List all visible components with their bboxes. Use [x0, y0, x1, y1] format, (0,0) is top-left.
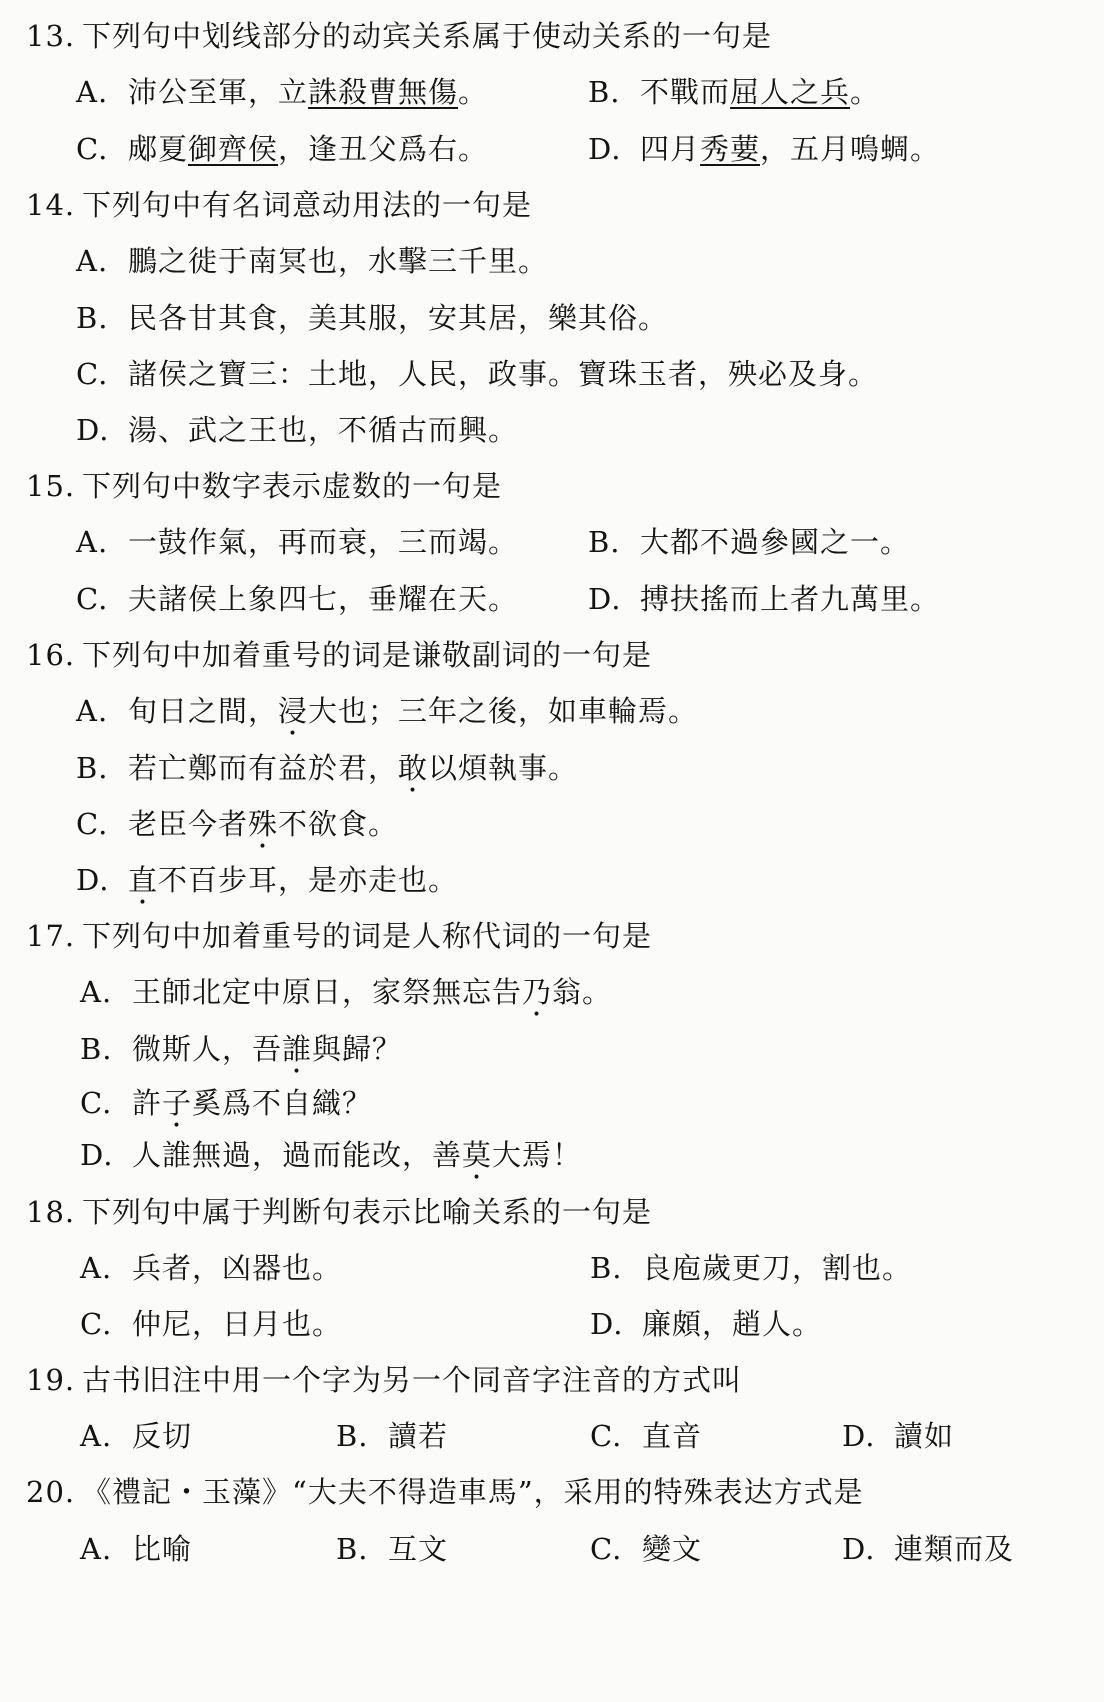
option-text: 若亡鄭而有益於君， [128, 751, 399, 785]
question-number: 18. [26, 1195, 76, 1229]
option-text: 老臣今者 [128, 807, 249, 841]
option-text: 良庖歲更刀，割也。 [642, 1251, 913, 1285]
option-letter: C. [76, 807, 109, 841]
option-letter: D. [588, 132, 622, 166]
underlined-text: 屈人之兵 [730, 75, 851, 109]
question-stem: 下列句中数字表示虚数的一句是 [82, 469, 503, 503]
option-letter: B. [336, 1532, 369, 1566]
option-letter: D. [842, 1532, 876, 1566]
option-letter: D. [588, 582, 622, 616]
option-text: 廉頗，趙人。 [642, 1307, 823, 1341]
option-text: 搏扶搖而上者九萬里。 [640, 582, 941, 616]
option-text: 不百步耳，是亦走也。 [158, 863, 459, 897]
question-stem: 下列句中有名词意动用法的一句是 [82, 188, 533, 222]
option-17-a[interactable] [80, 970, 612, 1011]
option-18-b[interactable] [590, 1246, 912, 1287]
option-text: 不戰而 [640, 75, 731, 109]
option-letter: A. [80, 1251, 113, 1285]
option-15-d[interactable] [588, 577, 940, 618]
option-18-d[interactable] [590, 1302, 822, 1343]
option-16-c[interactable] [76, 802, 398, 843]
option-letter: B. [80, 1032, 113, 1066]
option-letter: C. [590, 1532, 623, 1566]
option-text: 鵬之徙于南冥也，水擊三千里。 [128, 244, 549, 278]
option-text: 奚爲不自織？ [192, 1086, 373, 1120]
emphasized-word: 誰 [282, 1032, 313, 1066]
question-20 [26, 1470, 864, 1511]
option-17-c[interactable] [80, 1081, 372, 1122]
question-stem: 古书旧注中用一个字为另一个同音字注音的方式叫 [82, 1363, 743, 1397]
option-text: 讀如 [894, 1419, 955, 1453]
emphasized-word: 子 [162, 1086, 193, 1120]
option-letter: D. [76, 863, 110, 897]
option-20-a[interactable] [80, 1527, 192, 1568]
option-text: 連類而及 [894, 1532, 1015, 1566]
option-letter: C. [590, 1419, 623, 1453]
option-text: 許 [132, 1086, 163, 1120]
emphasized-word: 敢 [398, 751, 429, 785]
option-19-c[interactable] [590, 1414, 702, 1455]
option-text: 互文 [388, 1532, 449, 1566]
option-text: 。 [850, 75, 881, 109]
option-text: 諸侯之寶三：土地，人民，政事。寶珠玉者，殃必及身。 [128, 357, 879, 391]
option-18-c[interactable] [80, 1302, 342, 1343]
option-text: 人誰無過，過而能改，善 [132, 1138, 463, 1172]
option-letter: B. [590, 1251, 623, 1285]
question-13 [26, 14, 772, 55]
question-stem: 下列句中加着重号的词是人称代词的一句是 [82, 919, 653, 953]
option-text: 。 [458, 75, 489, 109]
option-letter: B. [588, 525, 621, 559]
option-text: 微斯人，吾 [132, 1032, 283, 1066]
question-15 [26, 464, 502, 505]
question-17 [26, 914, 652, 955]
option-letter: B. [336, 1419, 369, 1453]
option-letter: C. [76, 582, 109, 616]
question-18 [26, 1190, 652, 1231]
option-letter: D. [80, 1138, 114, 1172]
option-text: 兵者，凶器也。 [132, 1251, 343, 1285]
question-number: 13. [26, 19, 76, 53]
option-letter: A. [76, 244, 109, 278]
option-16-d[interactable] [76, 858, 458, 899]
option-letter: D. [590, 1307, 624, 1341]
option-letter: B. [588, 75, 621, 109]
option-text: 直音 [642, 1419, 703, 1453]
option-text: 夫諸侯上象四七，垂耀在天。 [128, 582, 519, 616]
option-text: 不欲食。 [278, 807, 399, 841]
question-19 [26, 1358, 742, 1399]
option-text: 四月 [640, 132, 701, 166]
option-text: 與歸？ [312, 1032, 403, 1066]
option-text: 大焉！ [492, 1138, 583, 1172]
option-text: 大也；三年之後，如車輪焉。 [308, 694, 699, 728]
option-13-c[interactable] [76, 127, 488, 168]
option-17-b[interactable] [80, 1027, 402, 1068]
option-letter: C. [76, 132, 109, 166]
emphasized-word: 浸 [278, 694, 309, 728]
option-letter: A. [76, 694, 109, 728]
option-text: 讀若 [388, 1419, 449, 1453]
option-text: ，五月鳴蜩。 [760, 132, 941, 166]
option-16-b[interactable] [76, 746, 578, 787]
option-letter: B. [76, 301, 109, 335]
question-number: 16. [26, 638, 76, 672]
question-stem: 下列句中属于判断句表示比喻关系的一句是 [82, 1195, 653, 1229]
option-20-b[interactable] [336, 1527, 448, 1568]
option-letter: C. [76, 357, 109, 391]
option-text: 變文 [642, 1532, 703, 1566]
question-stem: 《禮記・玉藻》“大夫不得造車馬”，采用的特殊表达方式是 [82, 1475, 864, 1509]
option-text: 大都不過參國之一。 [640, 525, 911, 559]
underlined-text: 御齊侯 [188, 132, 279, 166]
option-letter: A. [80, 1532, 113, 1566]
question-stem: 下列句中加着重号的词是谦敬副词的一句是 [82, 638, 653, 672]
question-number: 19. [26, 1363, 76, 1397]
emphasized-word: 殊 [248, 807, 279, 841]
option-text: 翁。 [552, 975, 613, 1009]
emphasized-word: 直 [128, 863, 159, 897]
option-13-a[interactable] [76, 70, 488, 111]
option-19-b[interactable] [336, 1414, 448, 1455]
underlined-text: 誅殺曹無傷 [308, 75, 459, 109]
option-text: 沛公至軍，立 [128, 75, 309, 109]
option-text: 一鼓作氣，再而衰，三而竭。 [128, 525, 519, 559]
option-text: 反切 [132, 1419, 193, 1453]
option-13-d[interactable] [588, 127, 940, 168]
option-14-d[interactable] [76, 408, 518, 449]
option-letter: A. [80, 1419, 113, 1453]
option-letter: D. [76, 413, 110, 447]
option-18-a[interactable] [80, 1246, 342, 1287]
option-15-b[interactable] [588, 520, 910, 561]
option-19-d[interactable] [842, 1414, 954, 1455]
option-letter: C. [80, 1086, 113, 1120]
question-number: 17. [26, 919, 76, 953]
option-letter: A. [80, 975, 113, 1009]
option-letter: B. [76, 751, 109, 785]
question-16 [26, 633, 652, 674]
option-text: 比喻 [132, 1532, 193, 1566]
emphasized-word: 莫 [462, 1138, 493, 1172]
option-20-d[interactable] [842, 1527, 1014, 1568]
option-text: 民各甘其食，美其服，安其居，樂其俗。 [128, 301, 669, 335]
option-15-a[interactable] [76, 520, 518, 561]
option-letter: A. [76, 75, 109, 109]
option-letter: C. [80, 1307, 113, 1341]
question-number: 20. [26, 1475, 76, 1509]
option-text: 以煩執事。 [428, 751, 579, 785]
option-text: 王師北定中原日，家祭無忘告 [132, 975, 523, 1009]
emphasized-word: 乃 [522, 975, 553, 1009]
option-17-d[interactable] [80, 1133, 582, 1174]
option-14-b[interactable] [76, 296, 668, 337]
option-14-a[interactable] [76, 239, 548, 280]
question-number: 14. [26, 188, 76, 222]
option-20-c[interactable] [590, 1527, 702, 1568]
option-text: 旬日之間， [128, 694, 279, 728]
question-stem: 下列句中划线部分的动宾关系属于使动关系的一句是 [82, 19, 773, 53]
option-letter: A. [76, 525, 109, 559]
option-13-b[interactable] [588, 70, 880, 111]
option-text: ，逢丑父爲右。 [278, 132, 489, 166]
option-19-a[interactable] [80, 1414, 192, 1455]
question-14 [26, 183, 532, 224]
option-14-c[interactable] [76, 352, 878, 393]
option-letter: D. [842, 1419, 876, 1453]
option-text: 仲尼，日月也。 [132, 1307, 343, 1341]
option-16-a[interactable] [76, 689, 698, 730]
underlined-text: 秀葽 [700, 132, 761, 166]
option-text: 湯、武之王也，不循古而興。 [128, 413, 519, 447]
option-text: 郕夏 [128, 132, 189, 166]
option-15-c[interactable] [76, 577, 518, 618]
question-number: 15. [26, 469, 76, 503]
